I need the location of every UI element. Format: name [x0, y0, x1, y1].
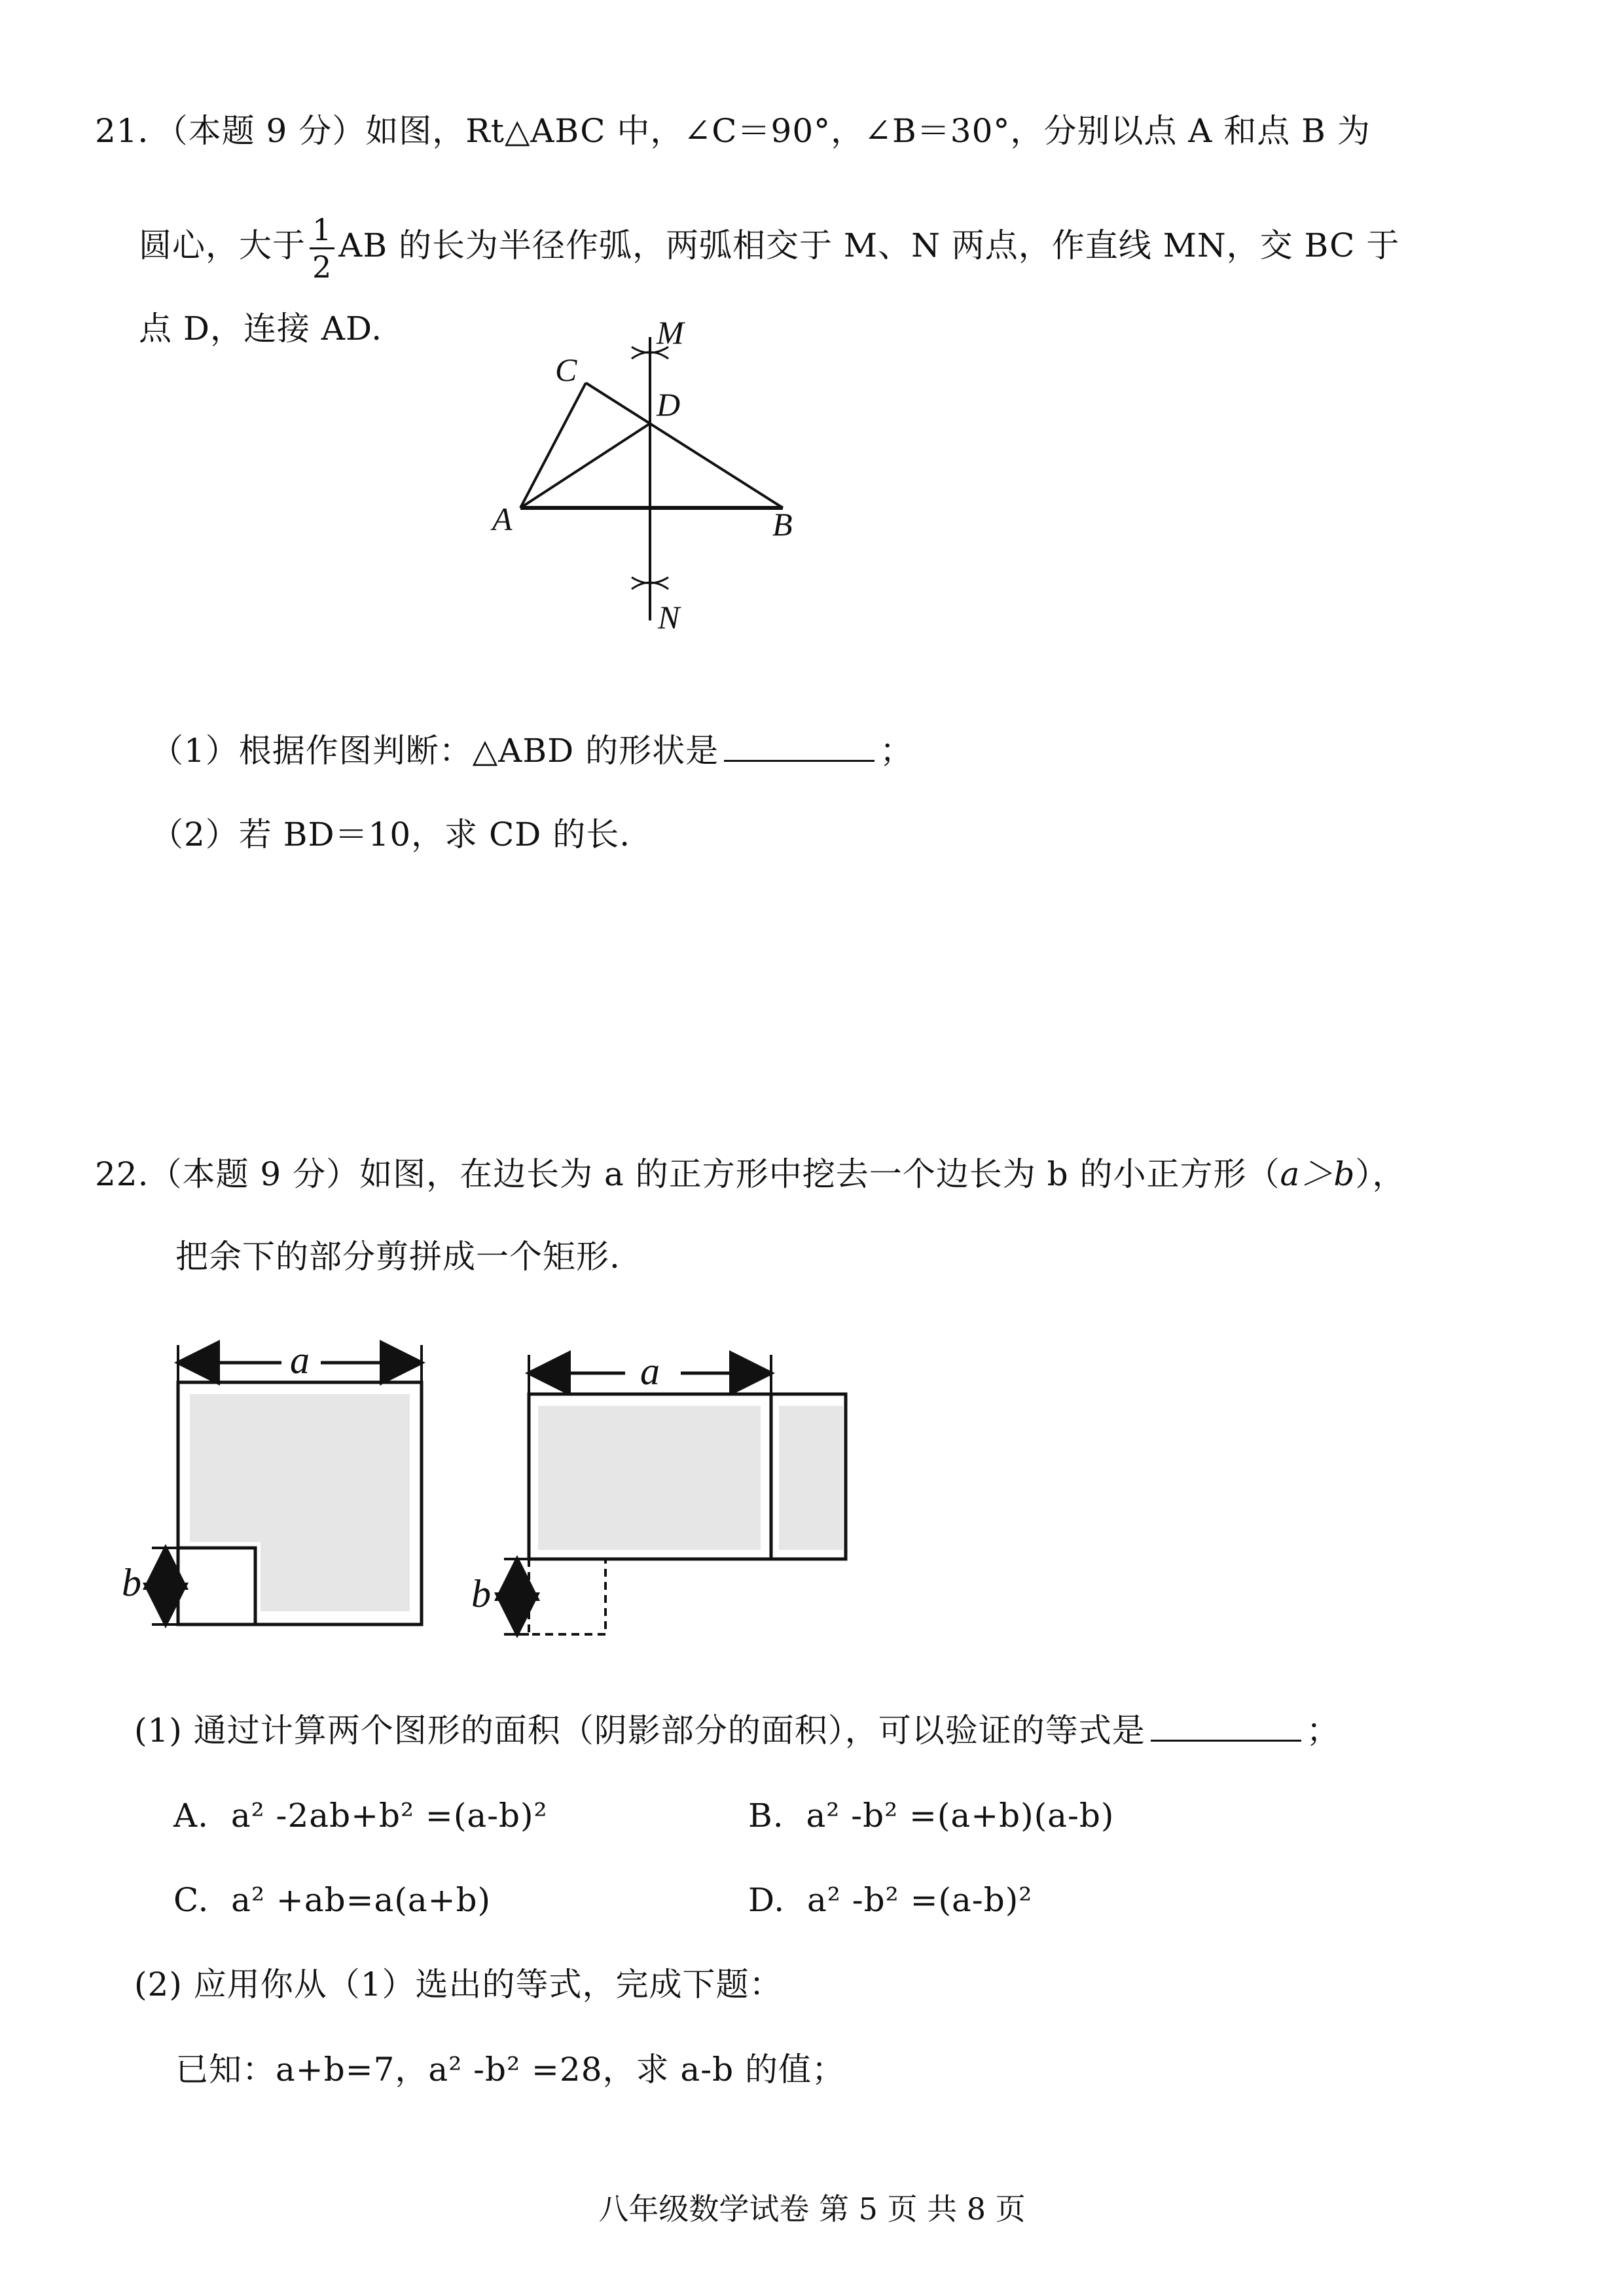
dashed-square [529, 1559, 605, 1634]
q21-line2 [139, 206, 1399, 285]
right-shaded-left [538, 1406, 761, 1550]
q22-sub1-end: ； [1306, 1712, 1340, 1749]
option-a-text: a² -2ab+b² =(a-b)² [230, 1797, 548, 1835]
q21-stem-line2-post: AB 的长为半径作弧，两弧相交于 M、N 两点，作直线 MN，交 BC 于 [338, 226, 1400, 264]
q21-sub1-text: （1）根据作图判断：△ABD 的形状是 [151, 732, 719, 770]
q22-sub1-text: (1) 通过计算两个图形的面积（阴影部分的面积），可以验证的等式是 [134, 1712, 1146, 1749]
right-outer-rectangle [529, 1394, 846, 1559]
left-label-a: a [290, 1338, 310, 1382]
q22-line1 [95, 1153, 1405, 1195]
right-label-a: a [640, 1350, 660, 1393]
left-removed-square [178, 1548, 255, 1624]
q22-condition: a＞b [1280, 1155, 1356, 1193]
option-b-text: a² -b² =(a+b)(a-b) [806, 1797, 1115, 1835]
option-b[interactable] [748, 1795, 1114, 1837]
option-b-label: B. [748, 1797, 784, 1835]
segment-cb [586, 383, 783, 508]
q22-sub2-title: (2) 应用你从（1）选出的等式，完成下题： [134, 1965, 783, 2003]
label-c: C [555, 351, 577, 388]
fraction-denominator: 2 [312, 249, 333, 285]
option-a-label: A. [173, 1797, 209, 1835]
option-c-label: C. [173, 1881, 209, 1919]
option-a[interactable] [173, 1795, 548, 1837]
fraction-numerator: 1 [310, 215, 334, 249]
q21-line3: 点 D，连接 AD. [139, 310, 383, 348]
option-d-text: a² -b² =(a-b)² [807, 1881, 1033, 1919]
q21-line1 [95, 110, 1371, 152]
segment-ad [520, 423, 650, 508]
option-c-text: a² +ab=a(a+b) [231, 1881, 492, 1919]
label-b: B [772, 506, 793, 543]
right-figure [471, 1350, 846, 1634]
left-outer-square [178, 1382, 422, 1624]
right-shaded-right [779, 1406, 843, 1550]
option-d-label: D. [748, 1881, 785, 1919]
answer-blank[interactable] [724, 731, 875, 762]
arc-mark-n [632, 577, 668, 589]
q21-points: （本题 9 分） [171, 112, 366, 150]
right-label-b: b [471, 1572, 491, 1615]
q22-number: 22. [95, 1155, 149, 1193]
one-half-fraction [310, 211, 334, 285]
q21-number: 21． [95, 112, 171, 150]
q21-stem-line2-pre: 圆心，大于 [139, 226, 306, 264]
option-d[interactable] [748, 1879, 1032, 1921]
q22-stem-line1: 如图，在边长为 a 的正方形中挖去一个边长为 b 的小正方形（ [359, 1155, 1280, 1193]
q21-stem-line1: 如图，Rt△ABC 中，∠C＝90°，∠B＝30°，分别以点 A 和点 B 为 [365, 112, 1371, 150]
q22-sub1 [134, 1710, 1340, 1751]
q22-line2: 把余下的部分剪拼成一个矩形. [175, 1238, 621, 1276]
segment-ac [520, 383, 586, 508]
arc-mark-m [632, 347, 668, 359]
q21-sub1 [151, 730, 913, 772]
q22-points: （本题 9 分） [149, 1155, 360, 1193]
left-figure [122, 1338, 422, 1624]
q22-sub2-given: 已知：a+b=7，a² -b² =28，求 a-b 的值； [175, 2051, 846, 2089]
label-a: A [492, 501, 513, 537]
label-d: D [657, 386, 681, 423]
label-m: M [657, 314, 684, 351]
left-shaded-region [190, 1394, 410, 1611]
q21-sub2: （2）若 BD＝10，求 CD 的长. [151, 816, 631, 853]
answer-blank[interactable] [1151, 1711, 1301, 1742]
q21-sub1-end: ； [880, 732, 914, 770]
option-c[interactable] [173, 1879, 491, 1921]
page-footer: 八年级数学试卷 第 5 页 共 8 页 [598, 2191, 1026, 2227]
left-label-b: b [122, 1561, 141, 1604]
label-n: N [658, 599, 680, 636]
q22-stem-line1-end: ）， [1355, 1155, 1406, 1193]
